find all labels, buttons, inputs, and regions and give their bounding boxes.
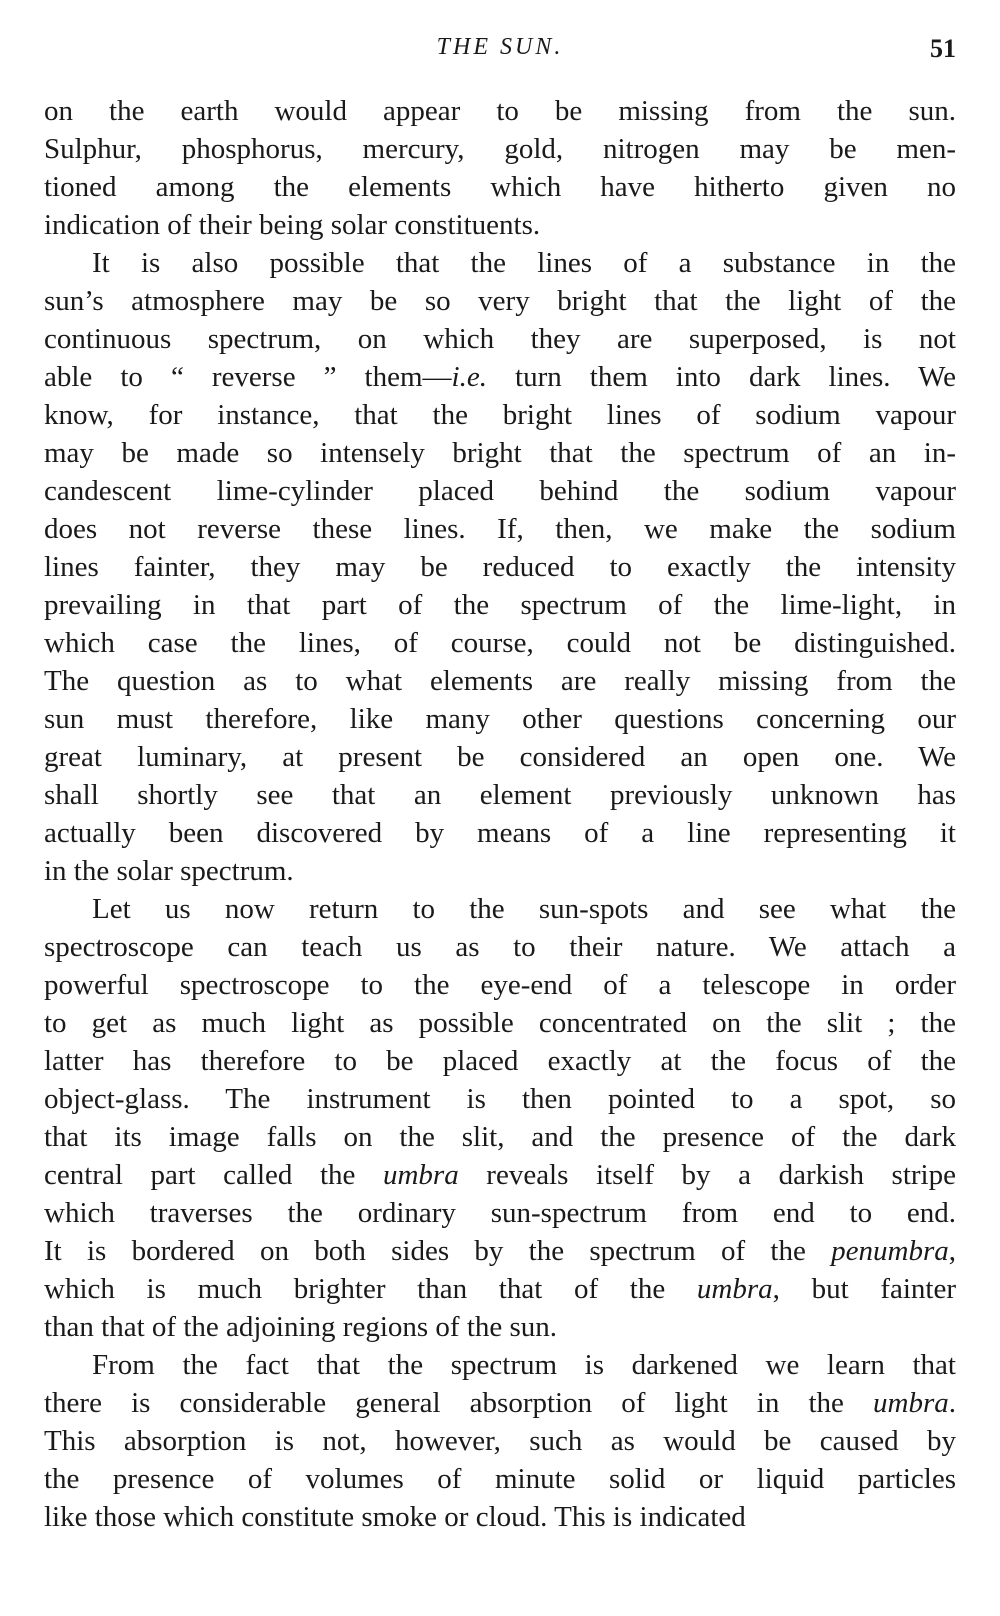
text-line: the presence of volumes of minute solid or liquid particles bbox=[44, 1463, 956, 1495]
text-line: Let us now return to the sun-spots and see what the bbox=[92, 893, 956, 925]
text-line: which traverses the ordinary sun-spectrum from end to end. bbox=[44, 1197, 956, 1229]
text-line: sun must therefore, like many other questions concerning our bbox=[44, 703, 956, 735]
text-line: This absorption is not, however, such as would be caused by bbox=[44, 1425, 956, 1457]
text-line: that its image falls on the slit, and the presence of the dark bbox=[44, 1121, 956, 1153]
italic-term: umbra bbox=[696, 1273, 773, 1305]
text-line: candescent lime-cylinder placed behind the sodium vapour bbox=[44, 475, 956, 507]
text-line: The question as to what elements are really missing from the bbox=[44, 665, 956, 697]
text-line: may be made so intensely bright that the spectrum of an in- bbox=[44, 437, 956, 469]
text-line: powerful spectroscope to the eye-end of a telescope in order bbox=[44, 969, 956, 1001]
text-line: like those which constitute smoke or cloud. This is indicated bbox=[44, 1501, 746, 1533]
body-text bbox=[44, 92, 956, 1536]
text-line: which case the lines, of course, could not be distinguished. bbox=[44, 627, 956, 659]
page-number: 51 bbox=[930, 34, 956, 63]
text-line: know, for instance, that the bright lines of sodium vapour bbox=[44, 399, 956, 431]
running-title: THE SUN. bbox=[436, 34, 564, 60]
text-line: Sulphur, phosphorus, mercury, gold, nitrogen may be men- bbox=[44, 133, 956, 165]
text-line: indication of their being solar constituents. bbox=[44, 209, 541, 241]
paragraph-2 bbox=[44, 244, 956, 890]
running-head bbox=[44, 32, 956, 68]
text-line: there is considerable general absorption of light in the umbra. bbox=[44, 1387, 956, 1419]
text-line: actually been discovered by means of a line representing it bbox=[44, 817, 956, 849]
text-line: does not reverse these lines. If, then, we make the sodium bbox=[44, 513, 956, 545]
text-line: to get as much light as possible concentrated on the slit ; the bbox=[44, 1007, 956, 1039]
text-line: central part called the umbra reveals itself by a darkish stripe bbox=[44, 1159, 956, 1191]
text-line: latter has therefore to be placed exactly at the focus of the bbox=[44, 1045, 956, 1077]
italic-term: umbra bbox=[382, 1159, 459, 1191]
paragraph-4 bbox=[44, 1346, 956, 1536]
paragraph-1 bbox=[44, 92, 956, 244]
text-line: in the solar spectrum. bbox=[44, 855, 294, 887]
italic-term: umbra bbox=[873, 1387, 949, 1419]
text-line: great luminary, at present be considered an open one. We bbox=[44, 741, 956, 773]
paragraph-3 bbox=[44, 890, 956, 1346]
text-line: lines fainter, they may be reduced to exactly the intensity bbox=[44, 551, 956, 583]
text-line: continuous spectrum, on which they are superposed, is not bbox=[44, 323, 956, 355]
text-line: on the earth would appear to be missing from the sun. bbox=[44, 95, 956, 127]
text-line: which is much brighter than that of the umbra, but fainter bbox=[44, 1273, 956, 1305]
text-line: than that of the adjoining regions of the sun. bbox=[44, 1311, 558, 1343]
text-line: prevailing in that part of the spectrum of the lime-light, in bbox=[44, 589, 956, 621]
text-line: It is bordered on both sides by the spectrum of the penumbra, bbox=[44, 1235, 956, 1267]
text-line: able to “ reverse ” them—i.e. turn them into dark lines. We bbox=[44, 361, 956, 393]
text-line: shall shortly see that an element previously unknown has bbox=[44, 779, 956, 811]
text-line: It is also possible that the lines of a substance in the bbox=[92, 247, 956, 279]
text-line: spectroscope can teach us as to their nature. We attach a bbox=[44, 931, 956, 963]
text-line: object-glass. The instrument is then pointed to a spot, so bbox=[44, 1083, 956, 1115]
text-line: From the fact that the spectrum is darkened we learn that bbox=[92, 1349, 956, 1381]
text-line: tioned among the elements which have hitherto given no bbox=[44, 171, 956, 203]
italic-term: penumbra bbox=[831, 1235, 949, 1267]
text-line: sun’s atmosphere may be so very bright that the light of the bbox=[44, 285, 956, 317]
italic-term: i.e. bbox=[451, 361, 487, 393]
